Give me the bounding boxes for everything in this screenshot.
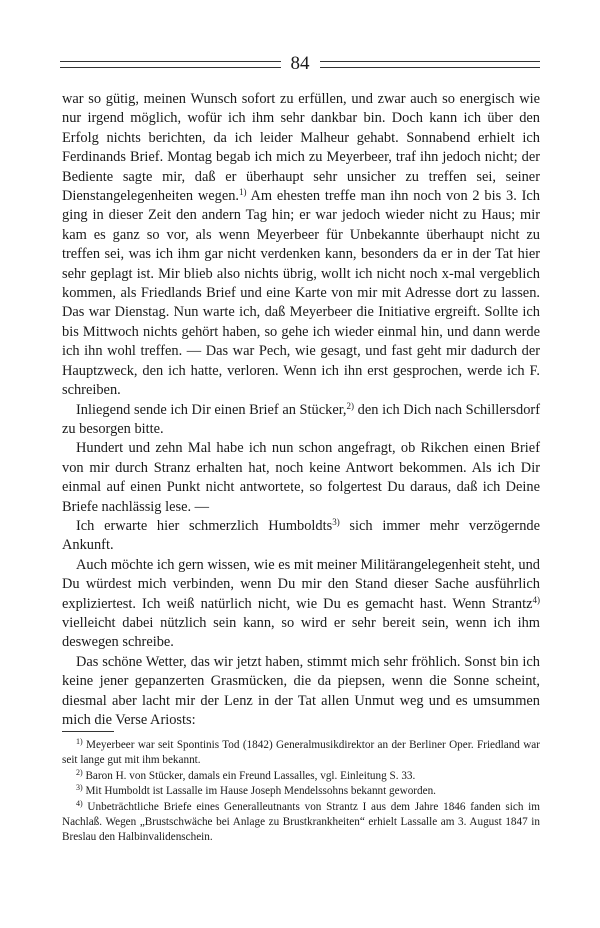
footnote-ref: 1)	[239, 187, 247, 198]
letter-body	[62, 90, 540, 730]
footnote	[62, 800, 540, 846]
footnotes	[62, 738, 540, 846]
paragraph	[62, 401, 540, 440]
page-number: 84	[290, 53, 310, 74]
text-run: vielleicht dabei nützlich sein kann, so wird er sehr bereit sein, wenn ich ihm deswegen schreibe.	[62, 614, 540, 651]
page-header	[60, 52, 540, 76]
footnote-divider	[62, 731, 114, 732]
paragraph	[62, 517, 540, 556]
text-run: war so gütig, meinen Wunsch sofort zu erfüllen, und zwar auch so energisch wie nur irgend möglich, wofür ich ihm sehr dankbar bin. Doch kann ich über den Erfolg nichts berichten, da ich leider Malheur gehabt. Sonnabend erhielt ich Ferdinands Brief. Montag begab ich mich zu Meyerbeer, traf ihn jedoch nicht; der Bediente sagte mir, daß er überhaupt sehr unsicher zu treffen sei, seiner Dienstangelegenheiten wegen.	[62, 91, 540, 205]
footnote	[62, 784, 540, 799]
header-rule-left	[60, 61, 281, 68]
text-run: Hundert und zehn Mal habe ich nun schon angefragt, ob Rikchen einen Brief von mir durch Stranz erhalten hat, noch keine Antwort bekommen. Als ich Dir einmal auf einen Punkt nicht antwortete, so folgertest Du daraus, daß ich Deine Briefe nachlässig lese. —	[62, 440, 540, 515]
text-run: Inliegend sende ich Dir einen Brief an Stücker,	[76, 401, 347, 418]
text-run: Ich erwarte hier schmerzlich Humboldts	[76, 517, 333, 534]
footnote-ref: 2)	[346, 400, 355, 411]
text-run: den ich Dich nach Schillersdorf zu besorgen bitte.	[62, 401, 540, 437]
text-run: Auch möchte ich gern wissen, wie es mit meiner Militärangelegenheit steht, und Du würdest mich verbinden, wenn Du mir den Stand dieser Sache ausführlich expliziertest. Ich weiß natürlich nicht, wie Du es gemacht hast. Wenn Strantz	[62, 556, 540, 612]
paragraph	[62, 439, 540, 517]
text-run: Das schöne Wetter, das wir jetzt haben, stimmt mich sehr fröhlich. Sonst bin ich keine jener gepanzerten Grasmücken, die da piepsen, wenn die Sonne scheint, diesmal aber lacht mir der Lenz in der Tat allen Unmut weg und es umsummen mich die Verse Ariosts:	[62, 653, 540, 728]
footnote-ref: 3)	[332, 516, 340, 527]
footnote-text: Mit Humboldt ist Lassalle im Hause Joseph Mendelssohns bekannt geworden.	[82, 785, 436, 798]
paragraph	[62, 653, 540, 731]
footnote-text: Baron H. von Stücker, damals ein Freund Lassalles, vgl. Einleitung S. 33.	[82, 769, 416, 782]
footnote	[62, 738, 540, 769]
header-rule-right	[320, 61, 541, 68]
paragraph	[62, 90, 540, 401]
text-run: Am ehesten treffe man ihn noch von 2 bis 3. Ich ging in dieser Zeit den andern Tag hin; er war jedoch wieder nicht zu Haus; mir kam es ganz so vor, als wenn Meyerbeer für Unbekannte überhaupt nicht zu treffen sei, was ich ihm gar nicht verdenken kann, besonders da er in der Tat hier sehr geplagt ist. Mir blieb also nichts übrig, wollt ich nicht noch x-mal vergeblich kommen, als Friedlands Brief und eine Karte von mir mit Adresse dort zu lassen. Das war Dienstag. Nun warte ich, daß Meyerbeer die Initiative ergreift. Sollte ich bis Mittwoch nichts gehört haben, so gehe ich wieder einmal hin, und dann werde ich ihn wohl treffen. — Das war Pech, wie gesagt, und fast geht mir dadurch der Hauptzweck, den ich hatte, verloren. Wenn ich ihn erst gesprochen, werde ich F. schreiben.	[62, 188, 540, 399]
text-run: sich immer mehr verzögernde Ankunft.	[62, 517, 540, 554]
footnote	[62, 769, 540, 784]
footnote-mark: 4)	[76, 798, 83, 808]
footnote-ref: 4)	[532, 594, 540, 605]
paragraph	[62, 556, 540, 653]
footnote-mark: 1)	[76, 737, 83, 746]
footnote-mark: 3)	[76, 783, 83, 793]
footnote-text: Unbeträchtliche Briefe eines Generalleutnants von Strantz I aus dem Jahre 1846 fanden sich im Nachlaß. Wegen „Brustschwäche bei Anlage zu Brustkrankheiten“ erhielt Lassalle am 3. August 1847 in Breslau den Halbinvalidenschein.	[62, 800, 540, 844]
footnote-mark: 2)	[76, 767, 83, 777]
footnote-text: Meyerbeer war seit Spontinis Tod (1842) Generalmusikdirektor an der Berliner Oper. Friedland war seit lange gut mit ihm bekannt.	[62, 739, 540, 767]
